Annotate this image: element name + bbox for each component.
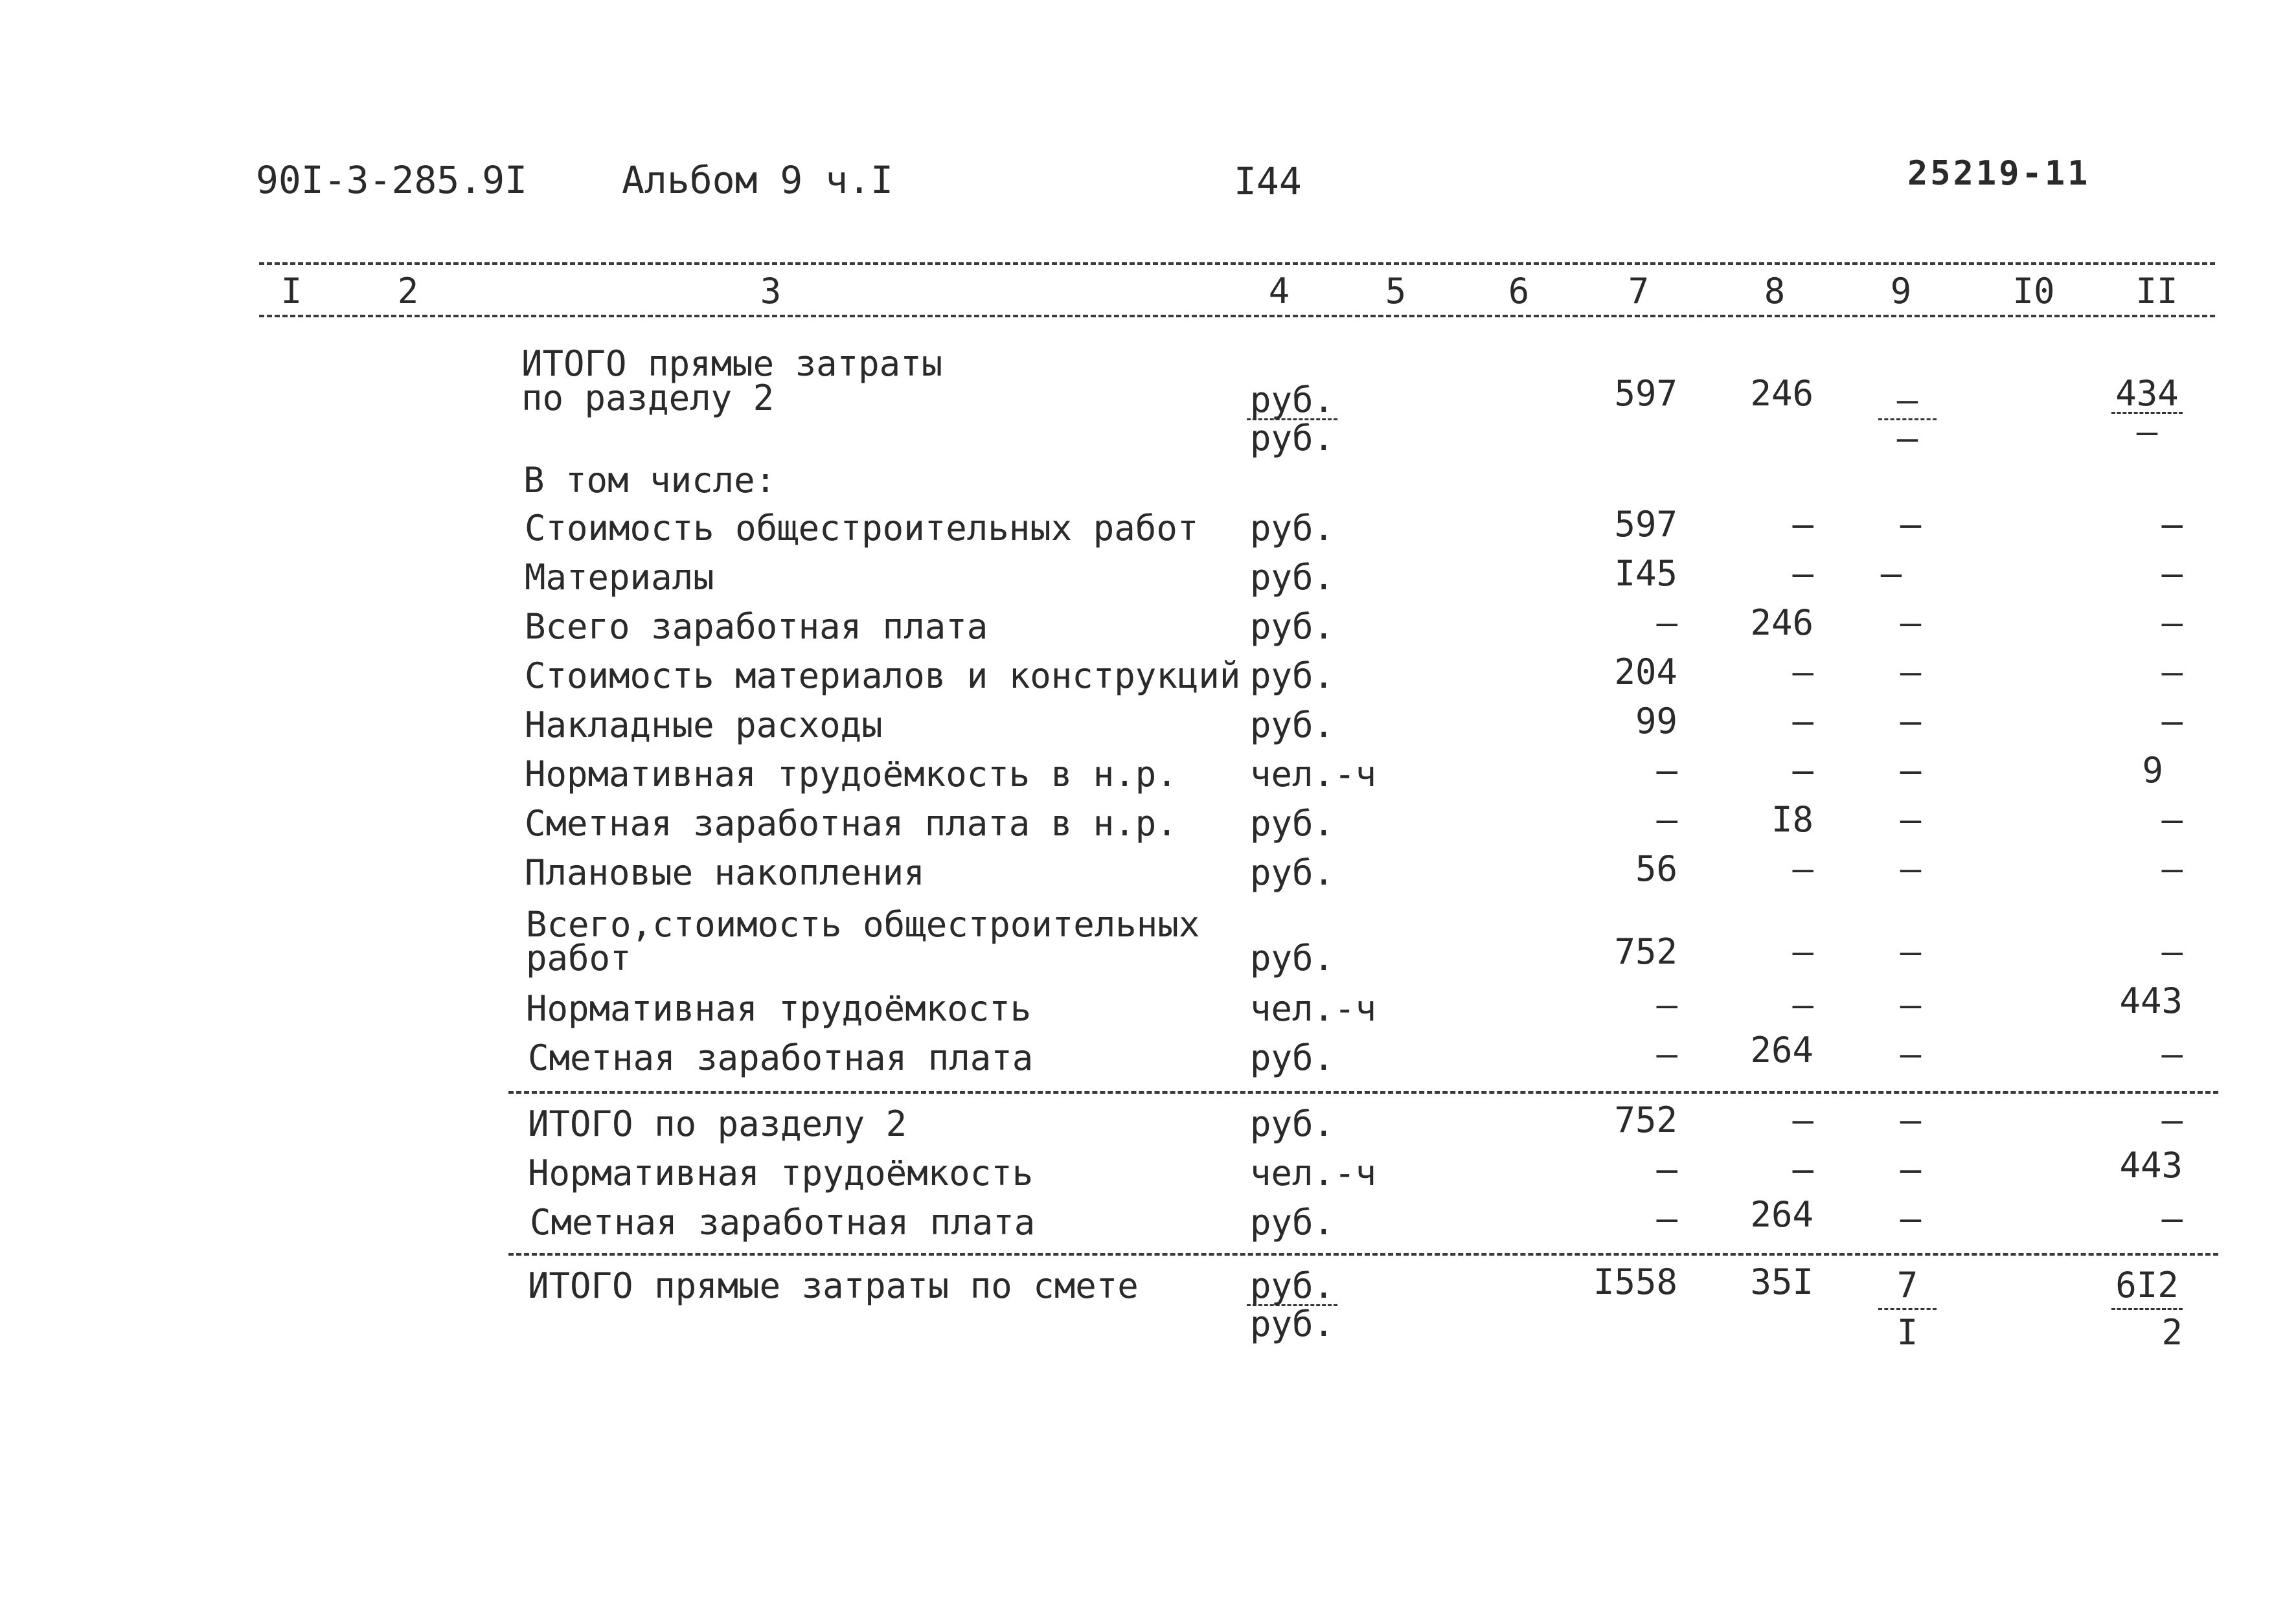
section-total-labor-c8: – <box>1792 1149 1813 1190</box>
row-c8: – <box>1792 651 1813 692</box>
column-header-5: 5 <box>1385 271 1407 311</box>
row-unit: руб. <box>1250 705 1335 745</box>
row-c7: 99 <box>1635 701 1677 741</box>
section-direct-total-label-2: по разделу 2 <box>521 378 775 418</box>
section-total-wage-c8: 264 <box>1750 1194 1813 1235</box>
total-cost-c7: 752 <box>1614 931 1677 972</box>
section-total-label: ИТОГО по разделу 2 <box>528 1103 907 1144</box>
estimate-total-c8: 35I <box>1750 1261 1813 1302</box>
row-c8: – <box>1792 701 1813 741</box>
row-c11: – <box>2161 651 2183 692</box>
column-header-top-rule <box>259 262 2215 265</box>
total-cost-c9: – <box>1900 931 1922 972</box>
estimate-total-c11: $\frac{6I2}{2}$ <box>2111 1263 2183 1355</box>
section-direct-total-label-1: ИТОГО прямые затраты <box>521 343 943 384</box>
row-c9: – <box>1900 504 1922 545</box>
section-total-labor-c7: – <box>1656 1149 1677 1190</box>
section-direct-total-c9: – – <box>1878 382 1937 457</box>
row-name: Накладные расходы <box>525 705 883 745</box>
section-total-rule <box>508 1091 2218 1094</box>
row-c7: 204 <box>1614 651 1677 692</box>
page-number: I44 <box>1234 159 1302 203</box>
section-total-wage-unit: руб. <box>1250 1202 1335 1243</box>
row-c11: – <box>2161 504 2183 545</box>
labor-norm-label: Нормативная трудоёмкость <box>526 988 1032 1029</box>
section-total-c8: – <box>1792 1100 1813 1140</box>
row-c11: 9 <box>2142 750 2163 791</box>
row-unit: руб. <box>1250 557 1335 598</box>
row-c9: – <box>1900 651 1922 692</box>
row-c7: 56 <box>1635 848 1677 889</box>
row-c9: – <box>1900 799 1922 840</box>
estimate-total-rule <box>508 1253 2218 1256</box>
estimate-total-c9: $\frac{7}{I}$ <box>1878 1263 1937 1355</box>
section-total-labor-unit: чел.-ч <box>1250 1153 1377 1193</box>
row-name: Плановые накопления <box>525 852 925 893</box>
estimate-total-c7: I558 <box>1593 1261 1677 1302</box>
row-c7: 597 <box>1614 504 1677 545</box>
row-c8: I8 <box>1771 799 1813 840</box>
labor-norm-c8: – <box>1792 984 1813 1025</box>
row-c7: – <box>1656 799 1677 840</box>
column-header-10: I0 <box>2012 271 2055 311</box>
column-header-9: 9 <box>1890 271 1912 311</box>
total-cost-label-1: Всего,стоимость общестроительных <box>526 904 1200 945</box>
estimated-wage-unit: руб. <box>1250 1037 1335 1078</box>
column-header-6: 6 <box>1508 271 1530 311</box>
row-unit: руб. <box>1250 803 1335 844</box>
column-header-1: I <box>280 271 302 311</box>
column-header-2: 2 <box>397 271 419 311</box>
section-total-labor-c11: 443 <box>2119 1145 2183 1186</box>
labor-norm-c7: – <box>1656 984 1677 1025</box>
estimated-wage-c11: – <box>2161 1034 2183 1074</box>
row-c8: – <box>1792 848 1813 889</box>
archive-stamp: 25219-11 <box>1907 154 2091 193</box>
section-total-wage-c7: – <box>1656 1198 1677 1239</box>
row-unit: руб. <box>1250 508 1335 549</box>
row-name: Материалы <box>525 557 714 598</box>
row-unit: руб. <box>1250 606 1335 647</box>
row-unit: чел.-ч <box>1250 754 1377 795</box>
section-direct-total-c8: 246 <box>1750 373 1813 414</box>
row-name: Нормативная трудоёмкость в н.р. <box>525 754 1177 795</box>
estimate-total-label: ИТОГО прямые затраты по смете <box>528 1265 1139 1306</box>
labor-norm-c11: 443 <box>2119 980 2183 1021</box>
estimate-total-unit: руб. руб. <box>1247 1268 1337 1342</box>
section-total-wage-label: Сметная заработная плата <box>530 1202 1036 1243</box>
row-c9: – <box>1900 750 1922 791</box>
row-c11: – <box>2161 848 2183 889</box>
row-c7: – <box>1656 602 1677 643</box>
total-cost-c8: – <box>1792 931 1813 972</box>
column-header-3: 3 <box>760 271 782 311</box>
album-label: Альбом 9 ч.I <box>622 158 894 202</box>
estimated-wage-c9: – <box>1900 1034 1922 1074</box>
section-total-unit: руб. <box>1250 1103 1335 1144</box>
column-header-4: 4 <box>1268 271 1290 311</box>
row-c9: – <box>1900 701 1922 741</box>
section-direct-total-c7: 597 <box>1614 373 1677 414</box>
column-header-11: II <box>2135 271 2178 311</box>
section-total-c11: – <box>2161 1100 2183 1140</box>
row-c8: – <box>1792 750 1813 791</box>
row-c7: – <box>1656 750 1677 791</box>
row-c9: – <box>1900 602 1922 643</box>
row-name: Сметная заработная плата в н.р. <box>525 803 1177 844</box>
column-header-8: 8 <box>1764 271 1786 311</box>
document-code: 90I-3-285.9I <box>256 158 528 202</box>
section-direct-total-c11: 434 – <box>2111 376 2183 450</box>
section-total-c9: – <box>1900 1100 1922 1140</box>
section-direct-total-unit: руб. руб. <box>1247 382 1337 457</box>
row-c11: – <box>2161 602 2183 643</box>
total-cost-unit: руб. <box>1250 938 1335 978</box>
section-total-c7: 752 <box>1614 1100 1677 1140</box>
row-c8: – <box>1792 553 1813 594</box>
labor-norm-c9: – <box>1900 984 1922 1025</box>
row-c9: – <box>1900 848 1922 889</box>
section-total-wage-c9: – <box>1900 1198 1922 1239</box>
section-total-labor-label: Нормативная трудоёмкость <box>528 1153 1034 1193</box>
row-c11: – <box>2161 799 2183 840</box>
column-header-7: 7 <box>1628 271 1650 311</box>
row-c9: – <box>1880 553 1902 594</box>
row-unit: руб. <box>1250 852 1335 893</box>
row-c7: I45 <box>1614 553 1677 594</box>
estimated-wage-c8: 264 <box>1750 1030 1813 1070</box>
row-name: Стоимость общестроительных работ <box>525 508 1199 549</box>
estimated-wage-label: Сметная заработная плата <box>528 1037 1034 1078</box>
column-header-bottom-rule <box>259 315 2215 317</box>
estimated-wage-c7: – <box>1656 1034 1677 1074</box>
section-total-wage-c11: – <box>2161 1198 2183 1239</box>
section-total-labor-c9: – <box>1900 1149 1922 1190</box>
total-cost-label-2: работ <box>526 938 631 978</box>
row-c8: 246 <box>1750 602 1813 643</box>
including-label: В том числе: <box>523 460 777 501</box>
row-unit: руб. <box>1250 655 1335 696</box>
row-c8: – <box>1792 504 1813 545</box>
labor-norm-unit: чел.-ч <box>1250 988 1377 1029</box>
row-name: Всего заработная плата <box>525 606 988 647</box>
row-name: Стоимость материалов и конструкций <box>525 655 1241 696</box>
total-cost-c11: – <box>2161 931 2183 972</box>
row-c11: – <box>2161 701 2183 741</box>
row-c11: – <box>2161 553 2183 594</box>
